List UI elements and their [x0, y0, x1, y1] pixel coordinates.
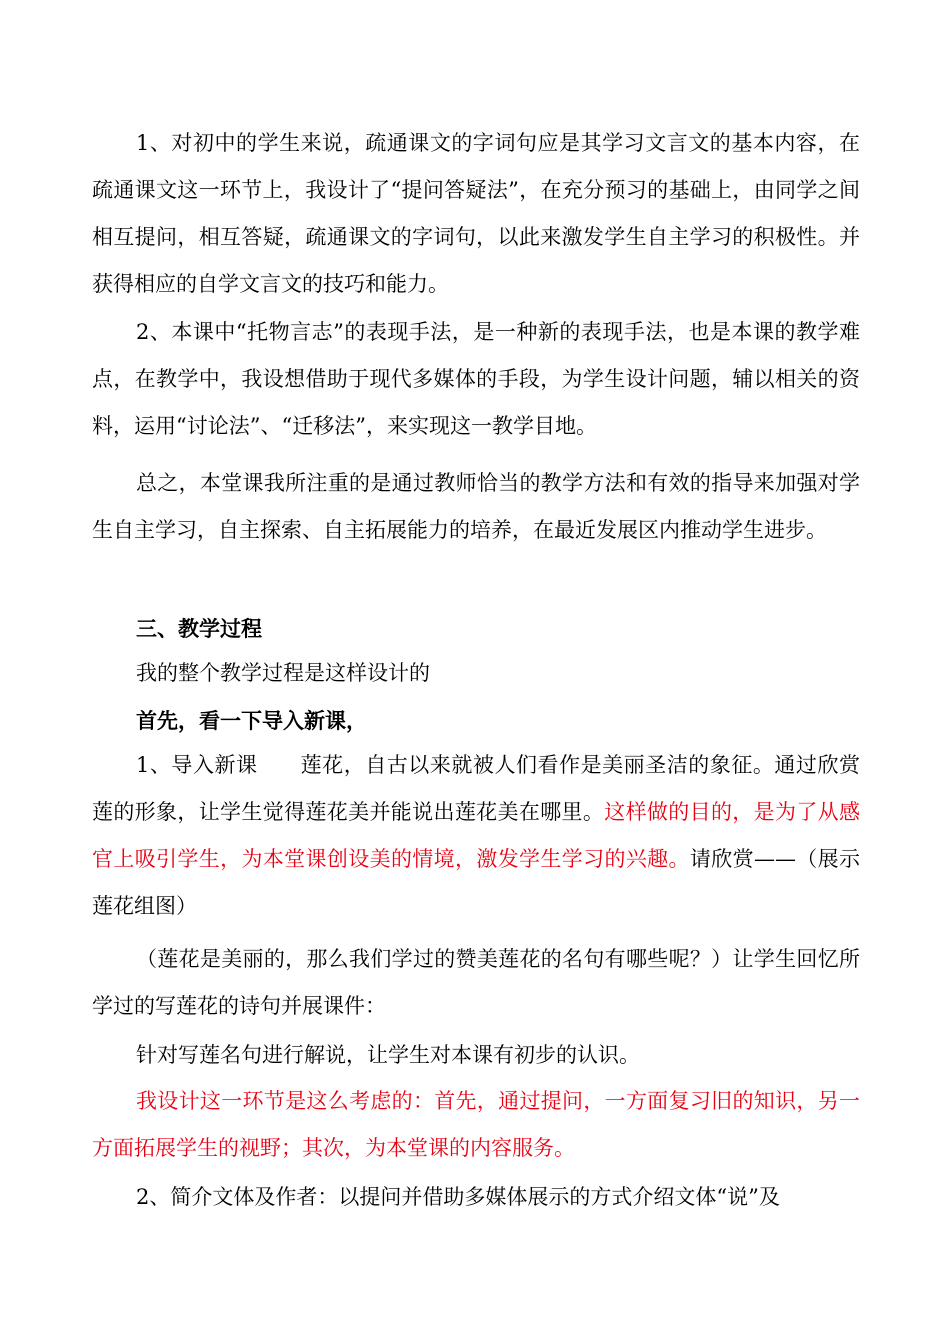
paragraph-first-step: 首先，看一下导入新课， — [136, 708, 367, 733]
section-heading-teaching-process: 三、教学过程 — [136, 616, 262, 641]
paragraph-lead-in — [92, 742, 860, 930]
paragraph-summary: 总之，本堂课我所注重的是通过教师恰当的教学方法和有效的指导来加强对学生自主学习，自主探索、自主拓展能力的培养，在最近发展区内推动学生进步。 — [92, 471, 860, 542]
paragraph-method-2: 2、本课中“托物言志”的表现手法，是一种新的表现手法，也是本课的教学难点，在教学中，我设想借助于现代多媒体的手段，为学生设计问题，辅以相关的资料，运用“讨论法”、“迁移法”，来实现这一教学目地。 — [92, 320, 860, 438]
lead-in-purpose-emphasis: 这样做的目的，是为了从感官上吸引学生，为本堂课创设美的情境，激发学生学习的兴趣。 — [92, 800, 861, 871]
lead-in-tail: 请欣赏——（展示莲花组图） — [92, 847, 861, 918]
paragraph-design-rationale: 我设计这一环节是这么考虑的：首先，通过提问，一方面复习旧的知识，另一方面拓展学生的视野；其次，为本堂课的内容服务。 — [92, 1089, 860, 1160]
lead-in-text: 1、导入新课 莲花，自古以来就被人们看作是美丽圣洁的象征。通过欣赏莲的形象，让学生觉得莲花美并能说出莲花美在哪里。 — [92, 753, 860, 824]
paragraph-genre-author: 2、简介文体及作者：以提问并借助多媒体展示的方式介绍文体“说”及 — [136, 1185, 780, 1209]
paragraph-process-intro: 我的整个教学过程是这样设计的 — [136, 661, 430, 685]
paragraph-explanation: 针对写莲名句进行解说，让学生对本课有初步的认识。 — [136, 1043, 640, 1067]
paragraph-lotus-quotes: （莲花是美丽的，那么我们学过的赞美莲花的名句有哪些呢？）让学生回忆所学过的写莲花的诗句并展课件： — [92, 947, 860, 1018]
paragraph-method-1: 1、对初中的学生来说，疏通课文的字词句应是其学习文言文的基本内容，在疏通课文这一环节上，我设计了“提问答疑法”，在充分预习的基础上，由同学之间相互提问，相互答疑，疏通课文的字词句，以此来激发学生自主学习的积极性。并获得相应的自学文言文的技巧和能力。 — [92, 131, 860, 296]
